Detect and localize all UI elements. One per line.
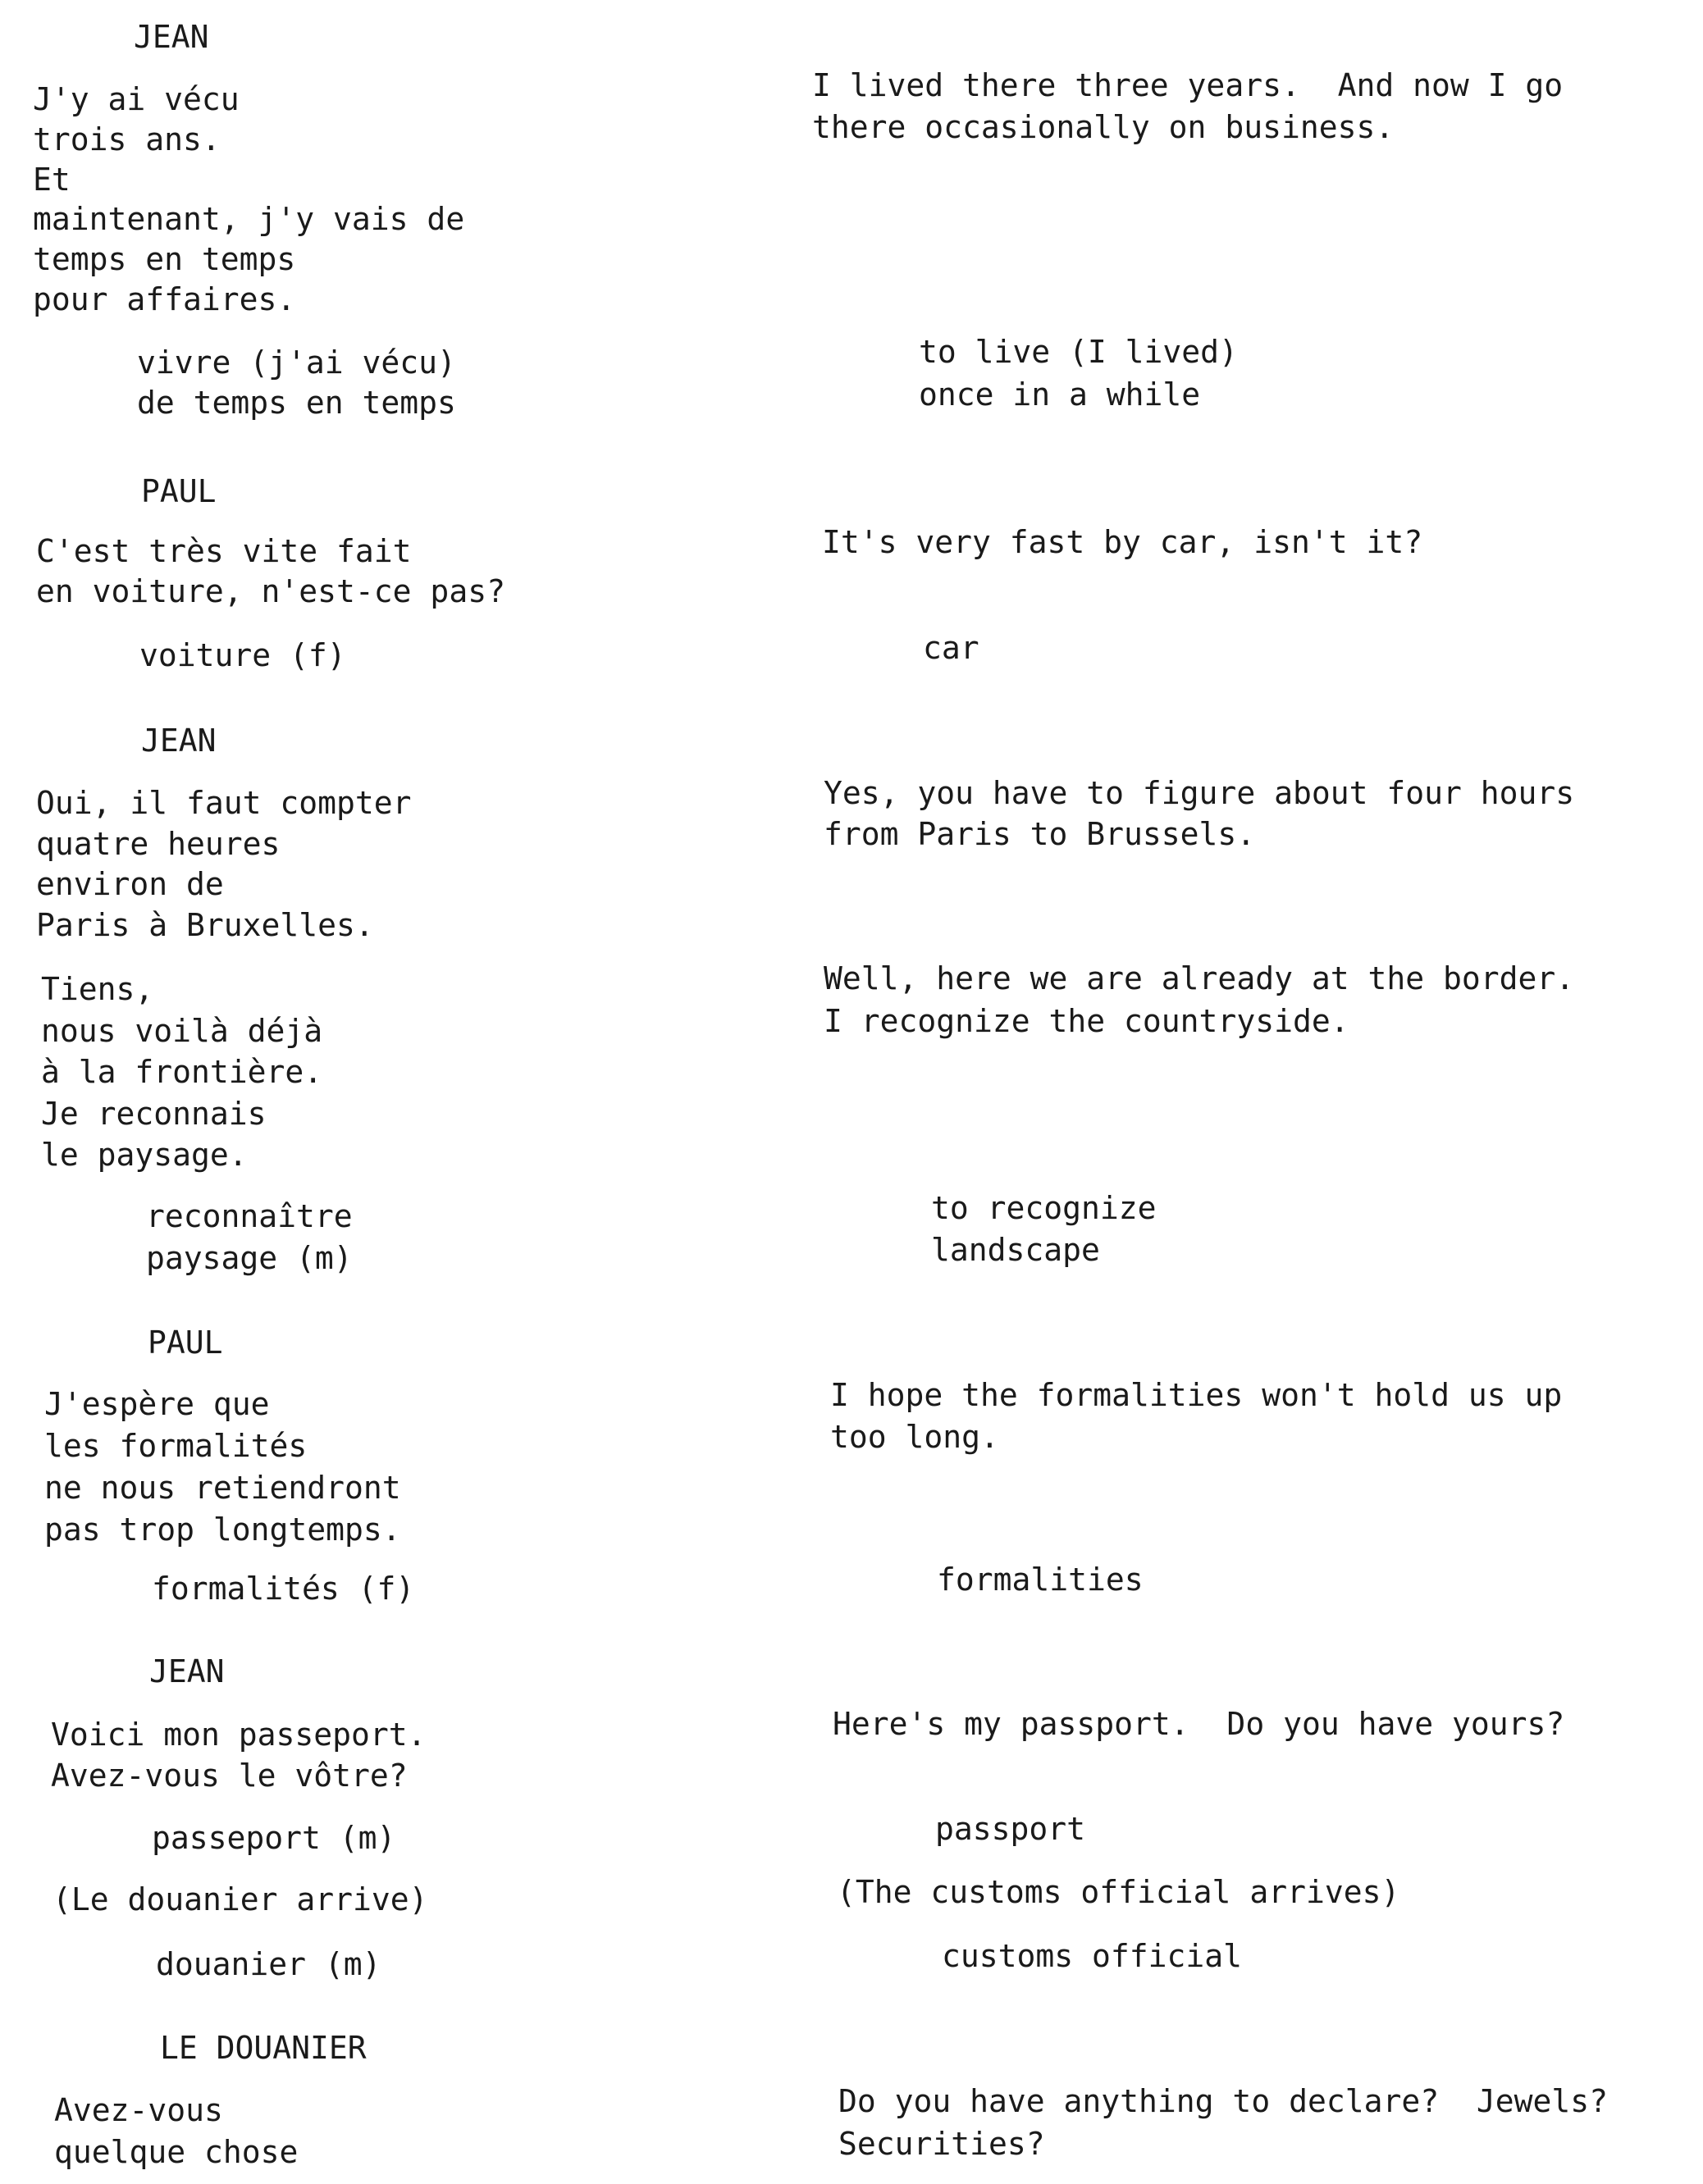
english-line: It's very fast by car, isn't it? xyxy=(822,524,1423,560)
vocab-english: passport xyxy=(935,1811,1086,1847)
vocab-french: vivre (j'ai vécu) xyxy=(137,344,456,381)
english-line: from Paris to Brussels. xyxy=(824,816,1256,852)
vocab-french: de temps en temps xyxy=(137,385,456,421)
english-line: Here's my passport. Do you have yours? xyxy=(833,1706,1565,1742)
french-line: pas trop longtemps. xyxy=(44,1511,401,1548)
english-line: there occasionally on business. xyxy=(812,109,1395,145)
french-line: Voici mon passeport. xyxy=(51,1717,427,1753)
vocab-english: to recognize xyxy=(931,1190,1157,1226)
french-line: C'est très vite fait xyxy=(36,533,412,569)
french-line: environ de xyxy=(36,866,224,902)
vocab-english: once in a while xyxy=(919,376,1201,413)
speaker-name: PAUL xyxy=(141,473,217,509)
vocab-english: formalities xyxy=(937,1562,1144,1598)
french-line: J'y ai vécu xyxy=(33,81,240,117)
french-line: maintenant, j'y vais de xyxy=(33,201,465,237)
french-line: les formalités xyxy=(44,1428,308,1464)
french-line: Oui, il faut compter xyxy=(36,785,412,821)
french-line: Avez-vous xyxy=(54,2092,223,2128)
french-line: quatre heures xyxy=(36,826,281,862)
speaker-name: JEAN xyxy=(134,19,209,55)
english-line: Do you have anything to declare? Jewels? xyxy=(838,2083,1608,2119)
english-line: I lived there three years. And now I go xyxy=(812,67,1564,103)
french-line: à la frontière. xyxy=(41,1054,323,1090)
french-line: Tiens, xyxy=(41,971,154,1007)
english-line: I hope the formalities won't hold us up xyxy=(830,1377,1563,1413)
vocab-french: reconnaître xyxy=(146,1198,353,1234)
vocab-english: customs official xyxy=(942,1938,1243,1974)
french-line: Avez-vous le vôtre? xyxy=(51,1758,408,1794)
french-line: nous voilà déjà xyxy=(41,1013,323,1049)
vocab-english: landscape xyxy=(931,1232,1100,1268)
french-line: Je reconnais xyxy=(41,1096,267,1132)
english-line: too long. xyxy=(830,1419,999,1455)
vocab-french: douanier (m) xyxy=(156,1946,381,1982)
stage-direction-french: (Le douanier arrive) xyxy=(53,1881,428,1917)
french-line: quelque chose xyxy=(54,2134,299,2170)
french-line: pour affaires. xyxy=(33,281,296,317)
english-line: Yes, you have to figure about four hours xyxy=(824,775,1575,811)
french-line: en voiture, n'est-ce pas? xyxy=(36,573,505,609)
speaker-name: JEAN xyxy=(149,1653,225,1689)
vocab-french: formalités (f) xyxy=(152,1571,415,1607)
vocab-english: car xyxy=(923,630,979,666)
speaker-name: PAUL xyxy=(148,1325,223,1361)
french-line: ne nous retiendront xyxy=(44,1470,401,1506)
vocab-french: passeport (m) xyxy=(152,1820,396,1856)
vocab-english: to live (I lived) xyxy=(919,334,1238,370)
english-line: I recognize the countryside. xyxy=(824,1003,1349,1039)
french-line: trois ans. xyxy=(33,121,221,157)
english-line: Well, here we are already at the border. xyxy=(824,960,1575,996)
stage-direction-english: (The customs official arrives) xyxy=(837,1874,1400,1910)
french-line: temps en temps xyxy=(33,241,296,277)
vocab-french: paysage (m) xyxy=(146,1240,353,1276)
french-line: le paysage. xyxy=(41,1137,248,1173)
french-line: Paris à Bruxelles. xyxy=(36,907,374,943)
vocab-french: voiture (f) xyxy=(139,637,346,673)
speaker-name: LE DOUANIER xyxy=(160,2030,367,2066)
speaker-name: JEAN xyxy=(141,723,217,759)
french-line: J'espère que xyxy=(44,1386,270,1422)
english-line: Securities? xyxy=(838,2126,1045,2162)
french-line: Et xyxy=(33,162,71,198)
